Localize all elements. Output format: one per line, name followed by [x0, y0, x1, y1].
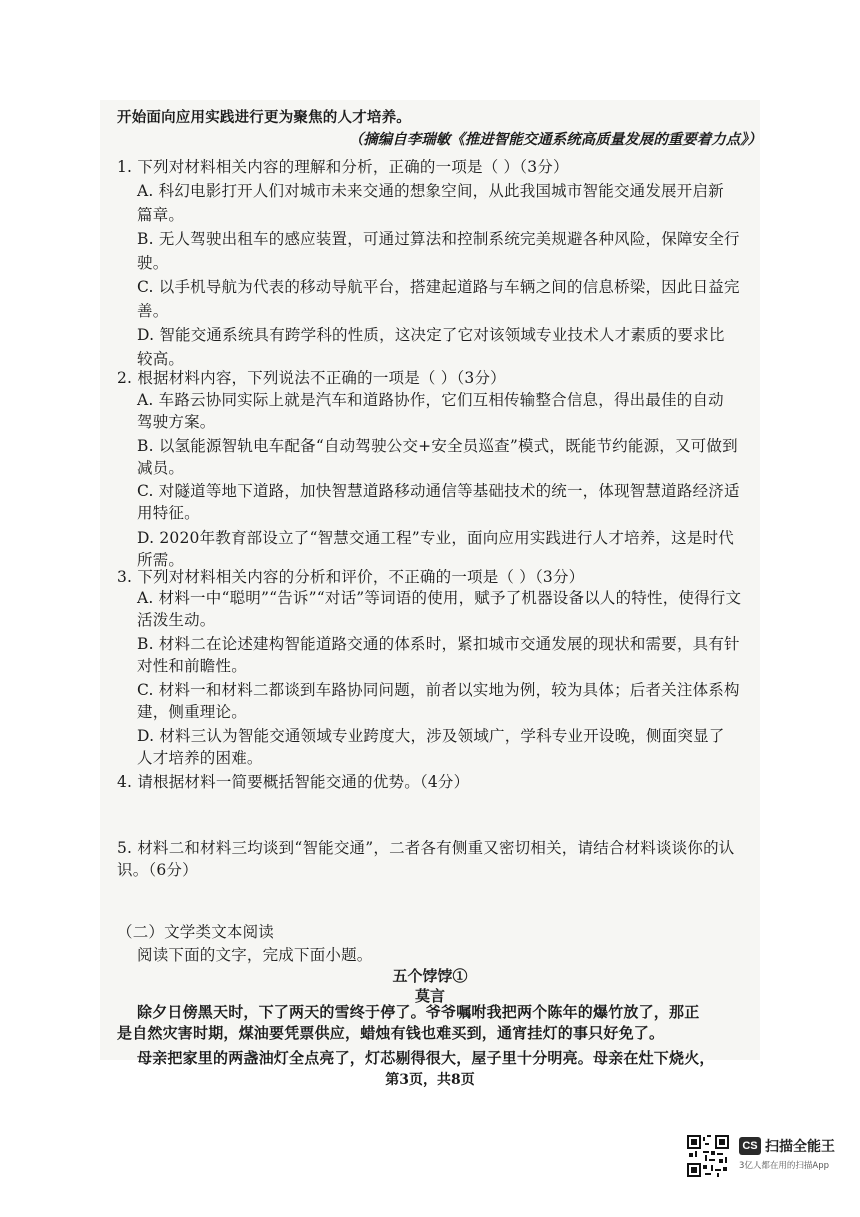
q1-option-a-line1: A. 科幻电影打开人们对城市未来交通的想象空间，从此我国城市智能交通发展开启新 — [137, 182, 724, 200]
question-2-stem: 2. 根据材料内容，下列说法不正确的一项是（ ）（3分） — [117, 369, 506, 387]
story-para1-line2: 是自然灾害时期，煤油要凭票供应，蜡烛有钱也难买到，通宵挂灯的事只好免了。 — [117, 1024, 665, 1042]
q2-option-c-line2: 用特征。 — [137, 504, 200, 522]
scanner-watermark — [687, 1135, 835, 1195]
question-5-stem-line2: 识。（6分） — [117, 861, 198, 879]
q3-option-a-line1: A. 材料一中“聪明”“告诉”“对话”等词语的使用，赋予了机器设备以人的特性，使得行文 — [137, 589, 742, 607]
q3-option-c-line1: C. 材料一和材料二都谈到车路协同问题，前者以实地为例，较为具体；后者关注体系构 — [137, 681, 740, 699]
q3-option-b-line2: 对性和前瞻性。 — [137, 657, 247, 675]
question-4-stem: 4. 请根据材料一简要概括智能交通的优势。（4分） — [117, 773, 470, 791]
camscanner-logo: CS — [739, 1137, 761, 1155]
q1-option-d-line1: D. 智能交通系统具有跨学科的性质，这决定了它对该领域专业技术人才素质的要求比 — [137, 326, 725, 344]
page-number: 第3页，共8页 — [385, 1072, 475, 1088]
source-citation: （摘编自李瑞敏《推进智能交通系统高质量发展的重要着力点》） — [348, 131, 762, 148]
q1-option-b-line1: B. 无人驾驶出租车的感应装置，可通过算法和控制系统完美规避各种风险，保障安全行 — [137, 230, 740, 248]
question-5-stem-line1: 5. 材料二和材料三均谈到“智能交通”，二者各有侧重又密切相关，请结合材料谈谈你的认 — [117, 839, 735, 857]
story-title: 五个饽饽① — [392, 967, 468, 985]
q3-option-d-line2: 人才培养的困难。 — [137, 749, 263, 767]
q2-option-b-line1: B. 以氢能源智轨电车配备“自动驾驶公交+安全员巡查”模式，既能节约能源，又可做到 — [137, 437, 738, 455]
section-heading: （二）文学类文本阅读 — [117, 923, 275, 941]
q2-option-b-line2: 减员。 — [137, 459, 185, 477]
scanner-tagline: 3亿人都在用的扫描App — [739, 1161, 830, 1171]
question-1-stem: 1. 下列对材料相关内容的理解和分析，正确的一项是（ ）（3分） — [117, 158, 569, 176]
q3-option-a-line2: 活泼生动。 — [137, 611, 216, 629]
q1-option-c-line1: C. 以手机导航为代表的移动导航平台，搭建起道路与车辆之间的信息桥梁，因此日益完 — [137, 278, 740, 296]
section-instruction: 阅读下面的文字，完成下面小题。 — [137, 946, 373, 964]
q2-option-d-line1: D. 2020年教育部设立了“智慧交通工程”专业，面向应用实践进行人才培养，这是时代 — [137, 529, 734, 547]
q2-option-a-line1: A. 车路云协同实际上就是汽车和道路协作，它们互相传输整合信息，得出最佳的自动 — [137, 391, 724, 409]
q1-option-b-line2: 驶。 — [137, 254, 169, 272]
qr-code-icon — [687, 1135, 729, 1177]
q1-option-a-line2: 篇章。 — [137, 206, 185, 224]
q3-option-b-line1: B. 材料二在论述建构智能道路交通的体系时，紧扣城市交通发展的现状和需要，具有针 — [137, 635, 740, 653]
story-para2-line1: 母亲把家里的两盏油灯全点亮了，灯芯剔得很大，屋子里十分明亮。母亲在灶下烧火， — [137, 1049, 715, 1067]
q2-option-d-line2: 所需。 — [137, 551, 185, 569]
story-author: 莫言 — [414, 987, 445, 1005]
q3-option-c-line2: 建，侧重理论。 — [137, 703, 247, 721]
q2-option-a-line2: 驾驶方案。 — [137, 413, 216, 431]
intro-line: 开始面向应用实践进行更为聚焦的人才培养。 — [117, 109, 411, 126]
q2-option-c-line1: C. 对隧道等地下道路，加快智慧道路移动通信等基础技术的统一，体现智慧道路经济适 — [137, 482, 740, 500]
q3-option-d-line1: D. 材料三认为智能交通领域专业跨度大，涉及领域广，学科专业开设晚，侧面突显了 — [137, 727, 725, 745]
story-para1-line1: 除夕日傍黑天时，下了两天的雪终于停了。爷爷嘱咐我把两个陈年的爆竹放了，那正 — [137, 1003, 700, 1021]
question-3-stem: 3. 下列对材料相关内容的分析和评价，不正确的一项是（ ）（3分） — [117, 568, 585, 586]
q1-option-d-line2: 较高。 — [137, 350, 185, 368]
scanner-brand: 扫描全能王 — [765, 1139, 835, 1155]
q1-option-c-line2: 善。 — [137, 302, 169, 320]
